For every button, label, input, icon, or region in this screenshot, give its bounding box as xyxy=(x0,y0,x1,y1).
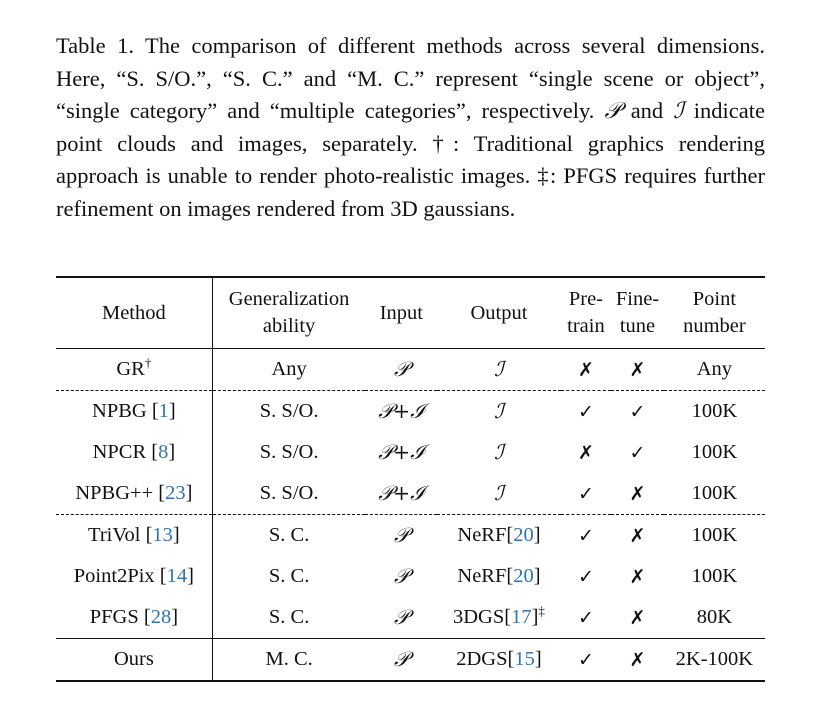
cell-pretrain: ✓ xyxy=(577,565,594,588)
cell-generalization: S. S/O. xyxy=(259,482,319,504)
cell-finetune: ✗ xyxy=(629,606,646,629)
citation-link[interactable]: 13 xyxy=(152,524,173,546)
citation-link[interactable]: 8 xyxy=(158,441,169,463)
cell-generalization: Any xyxy=(212,349,365,391)
cell-pretrain: ✓ xyxy=(561,391,612,433)
cell-method: NPCR [8] xyxy=(56,432,212,473)
caption-sentence-3: †: Traditional graphics rendering approach is unable to render photo-realistic images. ‡: PFGS requires further refinement on images rendered from 3D gaussians. xyxy=(56,130,766,221)
method-name: GR xyxy=(116,358,145,380)
comparison-table xyxy=(56,276,765,682)
cell-input: 𝒫+ℐ xyxy=(378,481,425,505)
cell-finetune: ✓ xyxy=(611,391,664,433)
cell-input: 𝒫 xyxy=(393,605,409,629)
cell-point-number: 80K xyxy=(696,606,733,628)
cell-finetune: ✗ xyxy=(611,349,664,391)
table-row xyxy=(56,391,765,433)
table-row xyxy=(56,432,765,473)
method-name: PFGS xyxy=(89,606,139,628)
citation-link[interactable]: 20 xyxy=(513,565,534,587)
cell-input: 𝒫+ℐ xyxy=(365,391,437,433)
output-double-dagger: ‡ xyxy=(538,603,545,619)
method-name: NPBG++ xyxy=(75,482,154,504)
cell-point-number: 100K xyxy=(691,565,738,587)
cell-generalization: S. S/O. xyxy=(212,391,365,433)
cell-point-number: 100K xyxy=(691,441,738,463)
output-value: ℐ xyxy=(494,440,504,464)
cell-point-number: Any xyxy=(664,349,765,391)
cell-generalization: S. C. xyxy=(212,515,365,557)
cell-finetune: ✗ xyxy=(629,482,646,505)
cell-point-number: 100K xyxy=(691,482,738,504)
method-name: Ours xyxy=(113,648,154,670)
table-row xyxy=(56,639,765,682)
header-point-number: Point number xyxy=(664,277,765,349)
cell-method: PFGS [28] xyxy=(56,597,212,639)
cell-output: NeRF[20] xyxy=(457,565,541,587)
table-row xyxy=(56,473,765,515)
table-row xyxy=(56,515,765,557)
cell-output xyxy=(437,473,560,515)
header-output: Output xyxy=(437,277,560,349)
cell-pretrain: ✗ xyxy=(561,349,612,391)
output-value: 3DGS xyxy=(453,606,505,628)
caption-sentence-2: indicate point clouds and images, separately. xyxy=(56,98,766,156)
output-value: ℐ xyxy=(494,357,504,381)
cell-method: Point2Pix [14] xyxy=(56,556,212,597)
citation-link[interactable]: 23 xyxy=(165,482,186,504)
cell-pretrain: ✗ xyxy=(577,441,594,464)
citation-link[interactable]: 14 xyxy=(166,565,188,587)
cell-output xyxy=(437,391,560,433)
cell-input: 𝒫+ℐ xyxy=(378,440,425,464)
cell-input: 𝒫 xyxy=(365,349,437,391)
caption-and: and xyxy=(620,98,674,124)
citation-link[interactable]: 1 xyxy=(158,400,169,422)
output-value: NeRF xyxy=(457,524,507,546)
cell-input: 𝒫 xyxy=(365,639,437,682)
method-name: NPCR xyxy=(92,441,147,463)
output-value: 2DGS xyxy=(456,648,508,670)
cell-generalization: S. C. xyxy=(268,565,310,587)
header-generalization: Generalization ability xyxy=(212,277,365,349)
output-value: ℐ xyxy=(494,481,504,505)
table-caption xyxy=(56,30,765,226)
cell-output: 2DGS[15] xyxy=(437,639,560,682)
cell-output xyxy=(437,349,560,391)
cell-pretrain: ✓ xyxy=(577,482,594,505)
cell-generalization: S. S/O. xyxy=(259,441,319,463)
cell-pretrain: ✓ xyxy=(561,515,612,557)
caption-sentence-1: Table 1. The comparison of different methods across several dimensions. Here, “S. S/O.”, “S. C.” and “M. C.” represent “single scene or object”, “single category” and “multiple categories”, respectively. xyxy=(56,33,765,124)
cell-finetune: ✗ xyxy=(611,639,664,682)
cell-finetune: ✗ xyxy=(629,565,646,588)
cell-input: 𝒫 xyxy=(393,564,409,588)
cell-method xyxy=(56,349,212,391)
cell-finetune: ✓ xyxy=(629,441,646,464)
cell-pretrain: ✓ xyxy=(561,639,612,682)
output-value: NeRF xyxy=(457,565,507,587)
table-row xyxy=(56,597,765,639)
header-input: Input xyxy=(365,277,437,349)
cell-finetune: ✗ xyxy=(611,515,664,557)
cell-input: 𝒫 xyxy=(365,515,437,557)
cell-point-number: 2K-100K xyxy=(664,639,765,682)
caption-symbol-image: ℐ xyxy=(673,98,684,125)
method-name: Point2Pix xyxy=(73,565,155,587)
citation-link[interactable]: 20 xyxy=(513,524,534,546)
cell-method xyxy=(56,639,212,682)
caption-symbol-pointcloud: 𝒫 xyxy=(604,98,621,125)
cell-generalization: S. C. xyxy=(268,606,310,628)
citation-link[interactable]: 15 xyxy=(514,648,535,670)
output-value: ℐ xyxy=(494,399,504,423)
table-row xyxy=(56,349,765,391)
cell-method: TriVol [13] xyxy=(56,515,212,557)
method-dagger: † xyxy=(144,355,152,371)
header-method: Method xyxy=(56,277,212,349)
citation-link[interactable]: 28 xyxy=(150,606,172,628)
cell-output: NeRF[20] xyxy=(437,515,560,557)
cell-output: 3DGS[17]‡ xyxy=(453,603,545,628)
cell-generalization: M. C. xyxy=(212,639,365,682)
table-row xyxy=(56,556,765,597)
cell-method: NPBG++ [23] xyxy=(56,473,212,515)
header-pretrain: Pre- train xyxy=(561,277,612,349)
cell-pretrain: ✓ xyxy=(577,606,594,629)
method-name: NPBG xyxy=(92,400,147,422)
cell-method: NPBG [1] xyxy=(56,391,212,433)
cell-point-number: 100K xyxy=(664,391,765,433)
citation-link[interactable]: 17 xyxy=(511,606,532,628)
method-name: TriVol xyxy=(88,524,141,546)
cell-output xyxy=(437,432,560,473)
header-finetune: Fine- tune xyxy=(611,277,664,349)
cell-point-number: 100K xyxy=(664,515,765,557)
